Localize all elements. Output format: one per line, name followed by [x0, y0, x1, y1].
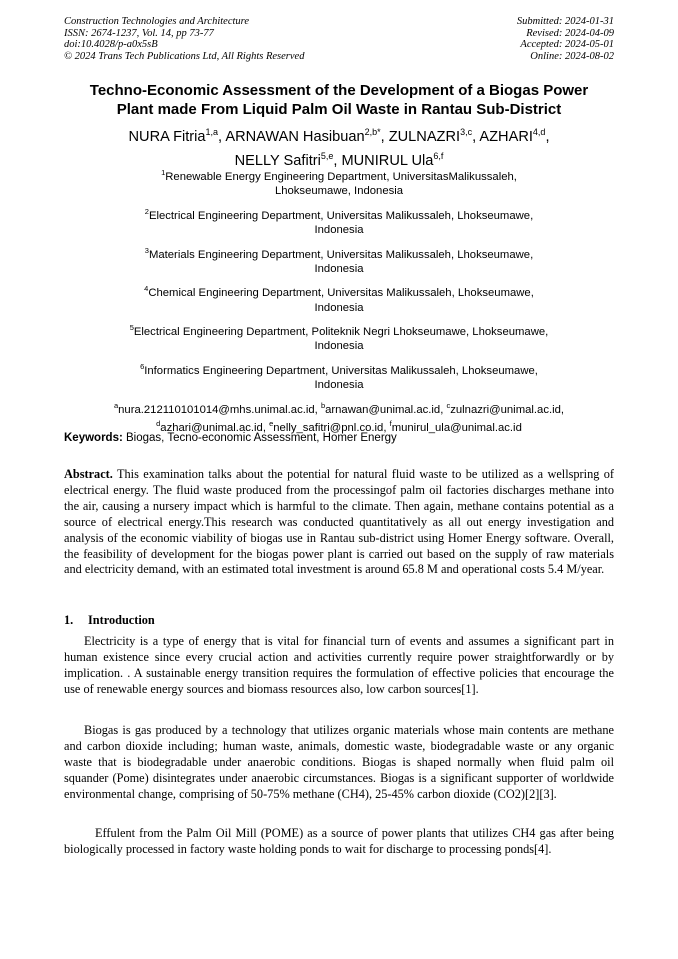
journal-copyright: © 2024 Trans Tech Publications Ltd, All Rights Reserved	[64, 50, 305, 62]
affiliation-6: $^6$Informatics Engineering Department, Universitas Malikussaleh, Lhokseumawe, Indonesia	[140, 361, 538, 392]
author-name: ARNAWAN Hasibuan	[225, 128, 365, 145]
abstract	[64, 467, 614, 578]
journal-doi: doi:10.4028/p-a0x5sB	[64, 39, 158, 50]
author-emails	[100, 399, 578, 436]
abstract-label: Abstract.	[64, 467, 113, 481]
author-name: MUNIRUL Ula	[341, 152, 434, 169]
affiliation-1: $^1$Renewable Energy Engineering Department, UniversitasMalikussaleh, Lhokseumawe, Indonesia	[161, 168, 517, 198]
author-sup: 2,b*	[364, 127, 381, 137]
section-title: Introduction	[88, 613, 155, 627]
author-sup: 1,a	[205, 127, 219, 137]
date-accepted: Accepted: 2024-05-01	[520, 39, 614, 50]
journal-name: Construction Technologies and Architecture	[64, 16, 250, 27]
intro-paragraph-1: Electricity is a type of energy that is vital for financial turn of events and assumes a significant part in human existence since every crucial action and activities currently require power straightforwardly or by implication. . A sustainable energy transition requires the formulation of effective policies that encourage the use of renewable energy sources and biomass resources also, low carbon sources[1].	[64, 634, 614, 696]
keywords	[64, 431, 397, 445]
title-line-1: Techno-Economic Assessment of the Development of a Biogas Power	[89, 82, 589, 99]
affiliation-list	[100, 166, 578, 435]
email-link[interactable]: arnawan@unimal.ac.id,	[325, 403, 447, 416]
author-sup: 4,d	[532, 127, 546, 137]
section-heading-introduction	[64, 613, 155, 628]
emails-line-1: $^a$nura.212110101014@mhs.unimal.ac.id, $^b$arnawan@unimal.ac.id, $^c$zulnazri@unimal.ac.id,	[113, 400, 565, 416]
journal-issn: ISSN: 2674-1237, Vol. 14, pp 73-77	[64, 27, 214, 39]
paper-title	[64, 81, 614, 119]
affiliation-3: $^3$Materials Engineering Department, Universitas Malikussaleh, Lhokseumawe, Indonesia	[144, 245, 534, 275]
author-name: NELLY Safitri	[234, 152, 321, 169]
intro-paragraph-3: Effulent from the Palm Oil Mill (POME) as a source of power plants that utilizes CH4 gas after being biologically processed in factory waste holding ponds to wait for discharge to processing ponds[4].	[64, 826, 614, 856]
authors-line-2: NELLY Safitri$^{5,e}$, MUNIRUL Ula$^{6,f}$	[234, 150, 444, 169]
author-name: NURA Fitria	[128, 128, 206, 145]
author-sup: 6,f	[433, 150, 444, 161]
keywords-text: Biogas, Tecno-economic Assessment, Homer Energy	[122, 432, 397, 444]
section-number: 1.	[64, 613, 74, 627]
title-line-2: Plant made From Liquid Palm Oil Waste in Rantau Sub-District	[116, 101, 562, 118]
date-online: Online: 2024-08-02	[530, 50, 614, 62]
affiliation-5: $^5$Electrical Engineering Department, Politeknik Negri Lhokseumawe, Lhokseumawe, Indonesia	[129, 323, 549, 353]
email-link[interactable]: azhari@unimal.ac.id,	[160, 421, 270, 434]
affiliation-2: $^2$Electrical Engineering Department, Universitas Malikussaleh, Lhokseumawe, Indonesia	[144, 206, 534, 237]
journal-header-right	[517, 16, 614, 62]
journal-header-left	[64, 16, 304, 62]
author-sup: 5,e	[320, 150, 334, 161]
author-sup: 3,c	[460, 127, 473, 137]
emails-line-2: $^d$azhari@unimal.ac.id, $^e$nelly_safitri@pnl.co.id, $^f$munirul_ula@unimal.ac.id	[156, 418, 522, 434]
intro-paragraph-2: Biogas is gas produced by a technology that utilizes organic materials whose main contents are methane and carbon dioxide including; human waste, animals, domestic waste, biodegradable waste or any organic waste that is biodegradable under anaerobic conditions. Biogas is shaped normally when fluid palm oil squander (Pome) disintegrates under anaerobic circumstances. Biogas is a significant supporter of worldwide environmental change, comprising of 50-75% methane (CH4), 25-45% carbon dioxide (CO2)[2][3].	[64, 723, 614, 801]
date-revised: Revised: 2024-04-09	[526, 27, 614, 39]
email-link[interactable]: nelly_safitri@pnl.co.id,	[273, 421, 390, 434]
author-name: AZHARI	[479, 128, 533, 145]
date-submitted: Submitted: 2024-01-31	[516, 16, 614, 27]
email-link[interactable]: nura.212110101014@mhs.unimal.ac.id,	[118, 403, 321, 416]
abstract-text: This examination talks about the potential for natural fluid waste to be utilized as a wellspring of electrical energy. The fluid waste produced from the processingof palm oil factories discharges methane into the air, causing a nursery impact which is harmful to the climate. Then again, methane contains potential as a source of electrical energy.This research was conducted quantitatively as all out energy investigation and analysis of the economic viability of biogas use in Rantau sub-district using Homer Energy software. Overall, the feasibility of development for the biogas power plant is carried out based on the supply of raw materials and electricity demand, with an estimated total investment is around 65.8 M and operational costs 5.4 M/year.	[64, 467, 614, 577]
author-name: ZULNAZRI	[388, 128, 461, 145]
email-link[interactable]: zulnazri@unimal.ac.id,	[450, 403, 565, 416]
affiliation-4: $^4$Chemical Engineering Department, Universitas Malikussaleh, Lhokseumawe, Indonesia	[144, 284, 534, 314]
authors-line-1: NURA Fitria$^{1,a}$, ARNAWAN Hasibuan$^{2,b*}$, ZULNAZRI$^{3,c}$, AZHARI$^{4,d}$,	[128, 127, 550, 145]
email-link[interactable]: munirul_ula@unimal.ac.id	[391, 421, 522, 434]
keywords-label: Keywords:	[64, 432, 123, 444]
author-list	[64, 123, 614, 171]
